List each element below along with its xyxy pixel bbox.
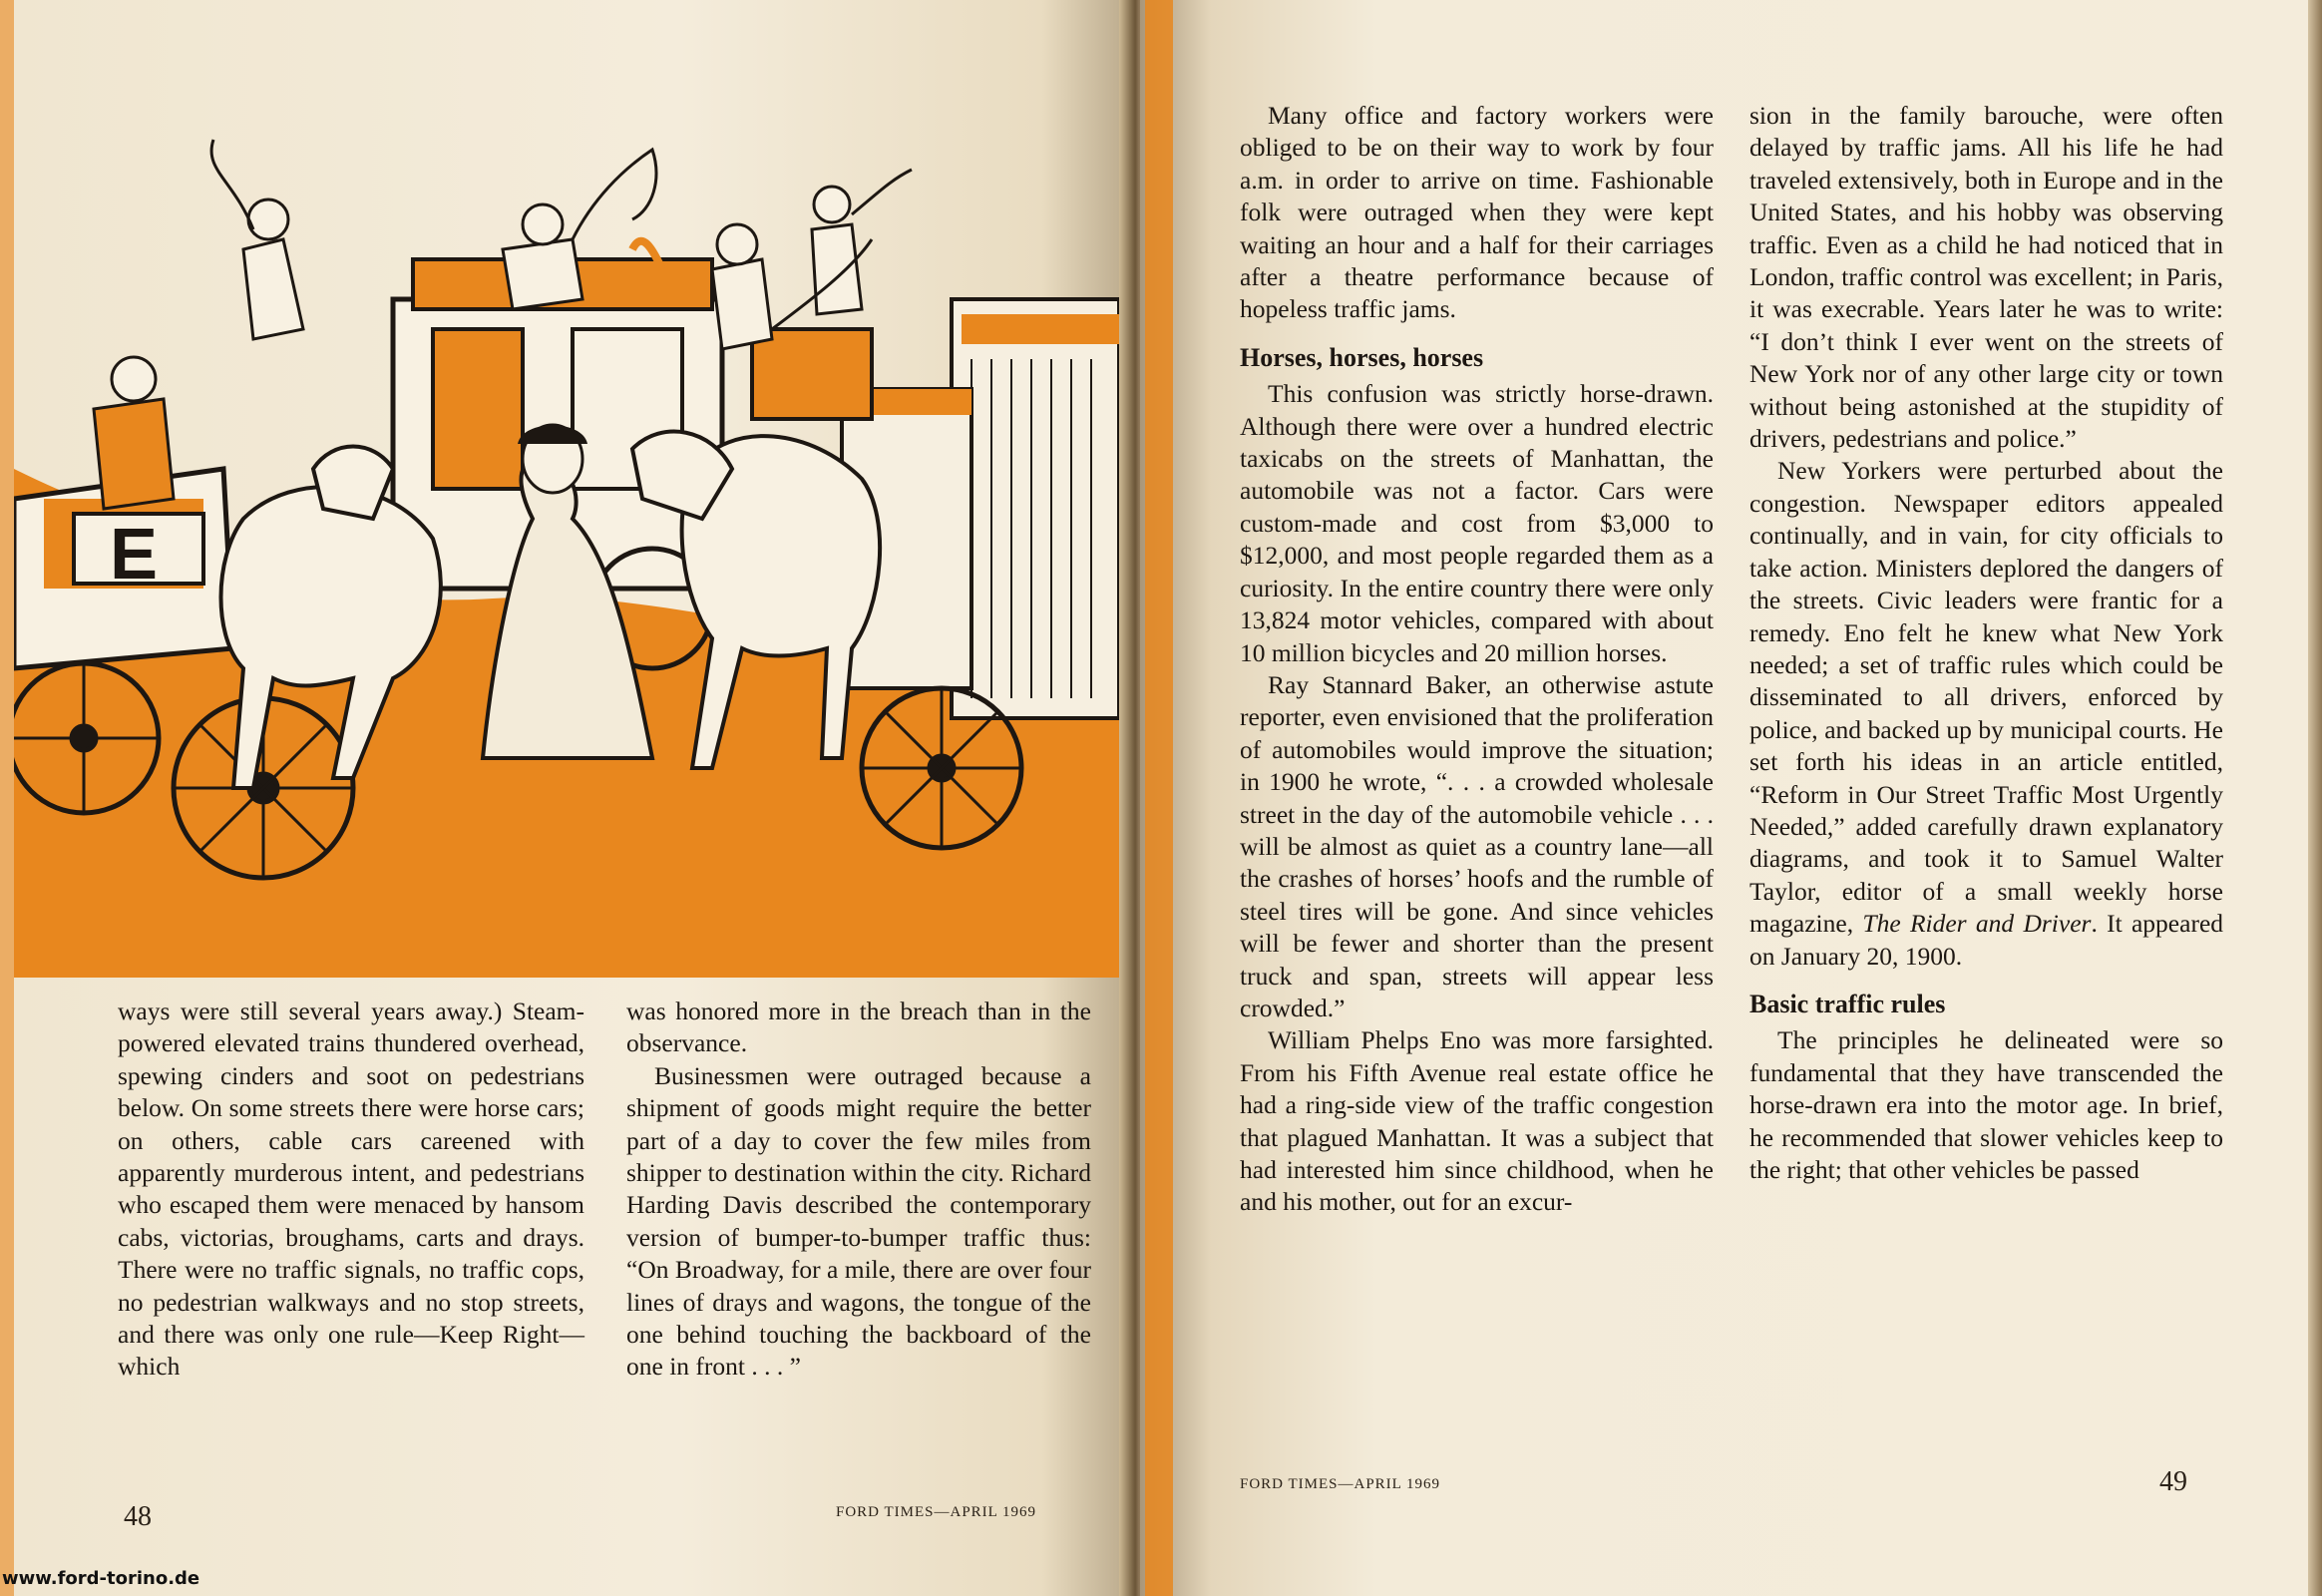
right-page	[1140, 0, 2322, 1596]
traffic-jam-illustration	[14, 0, 1119, 978]
left-page	[0, 0, 1132, 1596]
right-page-edge	[2308, 0, 2322, 1596]
right-col2-paragraph-2	[1749, 455, 2223, 973]
left-col2-paragraph-1: was honored more in the breach than in the observance.	[626, 997, 1091, 1058]
left-page-column-2	[626, 996, 1091, 1384]
right-col2-paragraph-2-text: New Yorkers were perturbed about the congestion. Newspaper editors appealed continually, and in vain, for city officials to take action. Ministers deplored the dangers of the streets. Civic leaders were frantic for a remedy. Eno felt he knew what New York needed; a set of traffic rules which could be disseminated to all drivers, enforced by police, and backed up by municipal courts. He set forth his ideas in an article entitled, “Reform in Our Street Traffic Most Urgently Needed,” added carefully drawn explanatory diagrams, and took it to Samuel Walter Taylor, editor of a small weekly horse magazine,	[1749, 456, 2223, 939]
right-col2-paragraph-1: sion in the family barouche, were often delayed by traffic jams. All his life he had traveled extensively, both in Europe and in the United States, and his hobby was observing traffic. Even as a child he had noticed that in London, traffic control was excellent; in Paris, it was execrable. Years later he was to write: “I don’t think I ever went on the streets of New York nor of any other large city or town without being astonished at the stupidity of drivers, pedestrians and police.”	[1749, 101, 2223, 454]
right-col1-paragraph-2: This confusion was strictly horse-drawn. Although there were over a hundred electric taxicabs on the streets of Manhattan, the automobile was not a factor. Cars were custom-made and cost from $3,000 to $12,000, and most people regarded them as a curiosity. In the entire country there were only 13,824 motor vehicles, compared with about 10 million bicycles and 20 million horses.	[1240, 379, 1714, 667]
right-col1-paragraph-4: William Phelps Eno was more farsighted. From his Fifth Avenue real estate office he had a ring-side view of the traffic congestion that plagued Manhattan. It was a subject that had interested him since childhood, when he and his mother, out for an excur-	[1240, 1025, 1714, 1217]
left-col1-paragraph: ways were still several years away.) Steam-powered elevated trains thundered overhead, spewing cinders and soot on pedestrians below. On some streets there were horse cars; on others, cable cars careened with apparently murderous intent, and pedestrians who escaped them were menaced by hansom cabs, victorias, broughams, carts and drays. There were no traffic signals, no traffic cops, no pedestrian walkways and no stop streets, and there was only one rule—Keep Right—which	[118, 997, 584, 1382]
right-col1-paragraph-1: Many office and factory workers were obliged to be on their way to work by four a.m. in order to arrive on time. Fashionable folk were outraged when they were kept waiting an hour and a half for their carriages after a theatre performance because of hopeless traffic jams.	[1240, 101, 1714, 324]
left-page-column-1	[118, 996, 584, 1384]
right-orange-edge	[1145, 0, 1173, 1596]
footer-left: FORD TIMES—APRIL 1969	[836, 1504, 1037, 1520]
magazine-title: The Rider and Driver	[1862, 909, 2092, 939]
page-number-left: 48	[124, 1501, 152, 1532]
wagon-letter: E	[109, 515, 159, 595]
right-col2-paragraph-3: The principles he delineated were so fundamental that they have transcended the horse-drawn era into the motor age. In brief, he recommended that slower vehicles keep to the right; that other vehicles be passed	[1749, 1025, 2223, 1184]
right-page-column-2	[1749, 100, 2223, 1186]
section-heading-traffic-rules: Basic traffic rules	[1749, 989, 1946, 1018]
page-number-right: 49	[2159, 1466, 2187, 1497]
right-col1-paragraph-3: Ray Stannard Baker, an otherwise astute reporter, even envisioned that the proliferation of automobiles would improve the situation; in 1900 he wrote, “. . . a crowded wholesale street in the day of the automobile vehicle . . . will be almost as quiet as a country lane—all the crashes of horses’ hoofs and the rumble of steel tires will be gone. And since vehicles will be fewer and shorter than the present truck and span, streets will appear less crowded.”	[1240, 669, 1714, 1022]
right-col2-paragraph-2-end: . It appeared on January 20, 1900.	[1749, 909, 2224, 971]
watermark-url: www.ford-torino.de	[2, 1568, 200, 1589]
footer-right: FORD TIMES—APRIL 1969	[1240, 1476, 1441, 1492]
left-orange-edge	[0, 0, 14, 1596]
left-col2-paragraph-2: Businessmen were outraged because a shipment of goods might require the better part of a day to cover the few miles from shipper to destination within the city. Richard Harding Davis described the contemporary version of bumper-to-bumper traffic thus: “On Broadway, for a mile, there are over four lines of drays and wagons, the tongue of the one behind touching the backboard of the one in front . . . ”	[626, 1060, 1091, 1382]
section-heading-horses: Horses, horses, horses	[1240, 342, 1484, 372]
right-page-column-1	[1240, 100, 1714, 1219]
